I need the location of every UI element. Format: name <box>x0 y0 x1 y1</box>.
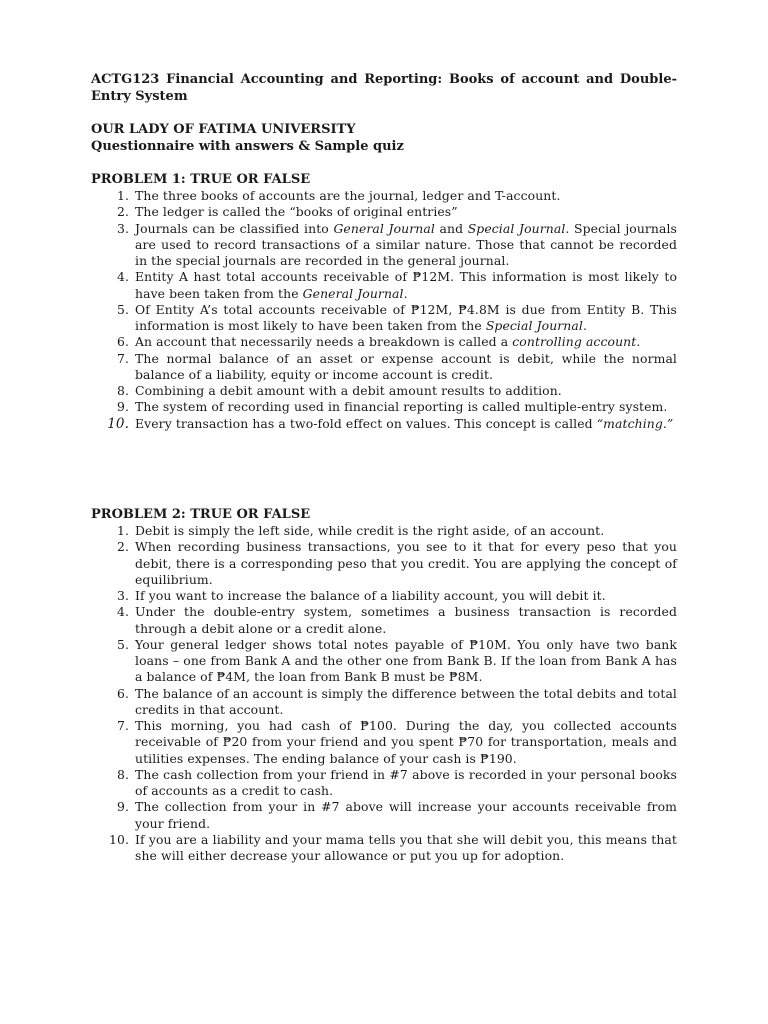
list-item <box>91 204 677 220</box>
text-segment: and <box>434 220 468 236</box>
list-item <box>91 334 677 350</box>
item-number: 8. <box>116 383 129 398</box>
item-number: 10. <box>107 415 129 432</box>
item-number: 4. <box>116 269 129 285</box>
italic-term: “matching.” <box>596 415 674 431</box>
text-segment: Combining a debit amount with a debit amount results to addition. <box>135 383 562 398</box>
text-segment: Of Entity A’s total accounts receivable of ₱12M, ₱4.8M is due from Entity B. This information is most likely to have been taken from the <box>135 301 677 333</box>
list-item <box>91 832 677 865</box>
item-text <box>135 416 677 432</box>
item-number: 5. <box>116 636 129 652</box>
list-item <box>91 302 677 335</box>
text-segment: If you are a liability and your mama tells you that she will debit you, this means that she will either decrease your allowance or put you up for adoption. <box>135 831 677 863</box>
list-item <box>91 799 677 832</box>
item-text <box>135 539 677 588</box>
item-text <box>135 221 677 270</box>
item-number: 6. <box>116 685 129 701</box>
text-segment: . <box>636 334 641 350</box>
item-text <box>135 302 677 335</box>
text-segment: . <box>582 318 587 333</box>
italic-term: General Journal <box>333 220 435 236</box>
text-segment: This morning, you had cash of ₱100. During the day, you collected accounts receivable of ₱20 from your friend and you spent ₱70 for transportation, meals and utilities expenses. The ending balance of your cash is ₱190. <box>135 718 677 766</box>
text-segment: Under the double-entry system, sometimes a business transaction is recorded through a debit alone or a credit alone. <box>135 604 677 636</box>
item-number: 7. <box>116 350 129 366</box>
list-item <box>91 269 677 302</box>
list-item <box>91 399 677 415</box>
list-item <box>91 416 677 432</box>
text-segment: Journals can be classified into <box>135 220 334 236</box>
list-item <box>91 351 677 384</box>
text-segment: Entity A hast total accounts receivable of ₱12M. This information is most likely to have been taken from the <box>135 269 677 301</box>
document-title: ACTG123 Financial Accounting and Reporting: Books of account and Double-Entry System <box>91 72 677 104</box>
item-text <box>135 767 677 800</box>
problem2-heading: PROBLEM 2: TRUE OR FALSE <box>91 507 311 522</box>
list-item <box>91 767 677 800</box>
item-text <box>135 269 677 302</box>
item-text <box>135 588 677 604</box>
item-number: 5. <box>116 301 129 317</box>
text-segment: Debit is simply the left side, while credit is the right aside, of an account. <box>135 523 605 538</box>
text-segment: The balance of an account is simply the difference between the total debits and total credits in that account. <box>135 685 677 717</box>
list-item <box>91 539 677 588</box>
item-number: 6. <box>116 334 129 350</box>
item-text <box>135 686 677 719</box>
text-segment: The collection from your in #7 above will increase your accounts receivable from your friend. <box>135 799 677 831</box>
text-segment: An account that necessarily needs a breakdown is called a <box>135 334 513 350</box>
item-number: 2. <box>116 539 129 555</box>
item-text <box>135 351 677 384</box>
text-segment: The cash collection from your friend in #7 above is recorded in your personal books of accounts as a credit to cash. <box>135 766 677 798</box>
list-item <box>91 221 677 270</box>
list-item <box>91 637 677 686</box>
item-text <box>135 334 677 350</box>
text-segment: The three books of accounts are the journal, ledger and T-account. <box>135 188 561 203</box>
item-text <box>135 383 677 399</box>
list-item <box>91 718 677 767</box>
item-text <box>135 832 677 865</box>
item-text <box>135 799 677 832</box>
list-item <box>91 588 677 604</box>
item-number: 9. <box>116 799 129 815</box>
italic-term: General Journal <box>302 285 404 301</box>
text-segment: Your general ledger shows total notes payable of ₱10M. You only have two bank loans – one from Bank A and the other one from Bank B. If the loan from Bank A has a balance of ₱4M, the loan from Bank B must be ₱8M. <box>135 636 677 685</box>
list-item <box>91 188 677 204</box>
list-item <box>91 383 677 399</box>
item-number: 1. <box>116 188 129 203</box>
university-name: OUR LADY OF FATIMA UNIVERSITY <box>91 122 356 137</box>
list-item <box>91 523 677 539</box>
item-text <box>135 604 677 637</box>
item-text <box>135 188 677 204</box>
item-text <box>135 718 677 767</box>
italic-term: Special Journal <box>467 220 566 236</box>
italic-term: Special Journal <box>485 318 583 333</box>
text-segment: The normal balance of an asset or expense account is debit, while the normal balance of a liability, equity or income account is credit. <box>135 350 677 382</box>
item-number: 9. <box>116 399 129 415</box>
italic-term: controlling account <box>512 334 637 350</box>
list-item <box>91 604 677 637</box>
problem2-list <box>91 523 677 864</box>
item-number: 10. <box>108 831 129 847</box>
text-segment: . Special journals are used to record transactions of a similar nature. Those that cannot be recorded in the special journals are recorded in the general journal. <box>135 220 678 268</box>
item-number: 4. <box>116 604 129 620</box>
item-number: 3. <box>116 588 129 603</box>
item-text <box>135 637 677 686</box>
text-segment: When recording business transactions, you see to it that for every peso that you debit, there is a corresponding peso that you credit. You are applying the concept of equilibrium. <box>135 539 677 587</box>
item-number: 3. <box>116 220 129 236</box>
item-number: 8. <box>116 766 129 782</box>
problem1-heading: PROBLEM 1: TRUE OR FALSE <box>91 172 311 187</box>
text-segment: The ledger is called the “books of original entries” <box>135 204 458 220</box>
list-item <box>91 686 677 719</box>
text-segment: If you want to increase the balance of a liability account, you will debit it. <box>135 588 606 603</box>
item-text <box>135 523 677 539</box>
text-segment: Every transaction has a two-fold effect on values. This concept is called <box>135 415 597 431</box>
item-text <box>135 204 677 220</box>
text-segment: The system of recording used in financial reporting is called multiple-entry system. <box>135 399 668 415</box>
item-number: 7. <box>116 718 129 733</box>
item-number: 2. <box>116 204 129 220</box>
item-text <box>135 399 677 415</box>
text-segment: . <box>403 285 408 301</box>
problem1-list <box>91 188 677 432</box>
item-number: 1. <box>116 523 129 538</box>
document-subtitle: Questionnaire with answers & Sample quiz <box>91 139 404 154</box>
